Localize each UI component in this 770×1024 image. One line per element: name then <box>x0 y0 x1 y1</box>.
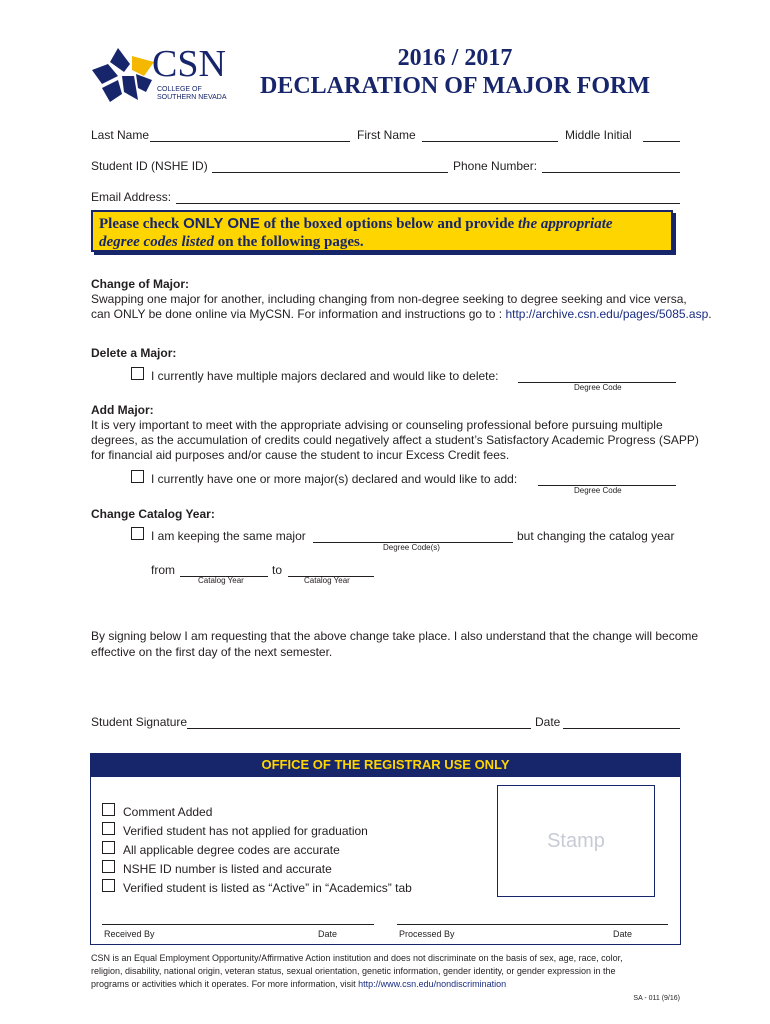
change-major-heading: Change of Major: <box>91 277 189 291</box>
received-by-line[interactable] <box>102 924 374 925</box>
change-major-line2 <box>91 307 712 322</box>
delete-major-option: I currently have multiple majors declared and would like to delete: <box>151 369 499 383</box>
received-date-label: Date <box>318 929 338 939</box>
change-major-period: . <box>708 307 712 321</box>
footer-line3-text: programs or activities which it operates. For more information, visit <box>91 979 359 989</box>
phone-label: Phone Number: <box>453 159 538 173</box>
change-major-line2-text: can ONLY be done online via MyCSN. For information and instructions go to : <box>91 307 506 321</box>
signature-date-field[interactable] <box>563 715 680 729</box>
delete-degree-code-field[interactable] <box>518 369 676 383</box>
catalog-degree-codes-caption: Degree Code(s) <box>383 543 440 552</box>
signature-date-label: Date <box>535 715 561 729</box>
check-student-active[interactable] <box>102 879 115 892</box>
check-degree-codes-accurate[interactable] <box>102 841 115 854</box>
catalog-to-year-field[interactable] <box>288 563 374 577</box>
catalog-from-year-caption: Catalog Year <box>198 576 244 585</box>
notice-only-one: ONLY ONE <box>183 215 260 232</box>
delete-degree-code-caption: Degree Code <box>574 383 622 392</box>
add-degree-code-caption: Degree Code <box>574 486 622 495</box>
notice-text-4: degree codes listed <box>99 234 214 250</box>
add-major-line1: It is very important to meet with the appropriate advising or counseling professional before pursuing multiple <box>91 418 663 432</box>
csn-logo-icon <box>88 44 160 106</box>
catalog-option-text-2: but changing the catalog year <box>517 529 675 543</box>
signing-line1: By signing below I am requesting that the above change take place. I also understand that the change will become <box>91 629 699 643</box>
change-major-line1: Swapping one major for another, including changing from non-degree seeking to degree seeking and vice versa, <box>91 292 687 306</box>
notice-text-5: on the following pages. <box>213 234 364 250</box>
add-major-heading: Add Major: <box>91 403 154 417</box>
nondiscrimination-link[interactable]: http://www.csn.edu/nondiscrimination <box>358 979 507 989</box>
check-comment-added[interactable] <box>102 803 115 816</box>
notice-text-2: of the boxed options below and provide <box>259 216 518 232</box>
student-id-label: Student ID (NSHE ID) <box>91 159 208 173</box>
add-major-option: I currently have one or more major(s) declared and would like to add: <box>151 472 518 486</box>
check-label-nshe-id-accurate: NSHE ID number is listed and accurate <box>123 862 332 876</box>
catalog-to-year-caption: Catalog Year <box>304 576 350 585</box>
signature-label: Student Signature <box>91 715 188 729</box>
notice-text-1: Please check <box>99 216 184 232</box>
phone-field[interactable] <box>542 159 680 173</box>
email-field[interactable] <box>176 190 680 204</box>
page-title: DECLARATION OF MAJOR FORM <box>260 73 650 99</box>
check-label-comment-added: Comment Added <box>123 805 213 819</box>
last-name-field[interactable] <box>150 128 350 142</box>
form-number: SA - 011 (9/16) <box>633 995 680 1002</box>
first-name-label: First Name <box>357 128 416 142</box>
add-degree-code-field[interactable] <box>538 472 676 486</box>
notice-box <box>91 210 673 252</box>
catalog-option-text: I am keeping the same major <box>151 529 306 543</box>
stamp-label: Stamp <box>547 830 605 852</box>
add-major-checkbox[interactable] <box>131 470 144 483</box>
middle-initial-label: Middle Initial <box>565 128 632 142</box>
add-major-line3: for financial aid purposes and/or cause the student to incur Excess Credit fees. <box>91 448 510 462</box>
processed-by-label: Processed By <box>399 929 455 939</box>
catalog-to-label: to <box>272 563 283 577</box>
footer-line2: religion, disability, national origin, veteran status, sexual orientation, genetic information, gender identity, or gender expression in the <box>91 966 616 976</box>
check-label-not-applied-graduation: Verified student has not applied for graduation <box>123 824 368 838</box>
student-id-field[interactable] <box>212 159 448 173</box>
delete-major-checkbox[interactable] <box>131 367 144 380</box>
middle-initial-field[interactable] <box>643 128 680 142</box>
mycsn-link[interactable]: http://archive.csn.edu/pages/5085.asp <box>505 307 709 321</box>
logo-sub-college: COLLEGE OF <box>157 86 202 93</box>
logo-text: CSN <box>152 43 226 85</box>
add-major-line2: degrees, as the accumulation of credits could negatively affect a student’s Satisfactory Academic Progress (SAPP) <box>91 433 699 447</box>
footer-line3 <box>91 979 506 990</box>
processed-date-label: Date <box>613 929 633 939</box>
logo-sub-nevada: SOUTHERN NEVADA <box>157 94 227 101</box>
processed-by-line[interactable] <box>397 924 668 925</box>
delete-major-heading: Delete a Major: <box>91 346 177 360</box>
signature-field[interactable] <box>187 715 531 729</box>
catalog-degree-codes-field[interactable] <box>313 529 513 543</box>
footer-line1: CSN is an Equal Employment Opportunity/Affirmative Action institution and does not discriminate on the basis of sex, age, race, color, <box>91 953 623 963</box>
catalog-heading: Change Catalog Year: <box>91 507 215 521</box>
catalog-checkbox[interactable] <box>131 527 144 540</box>
form-year: 2016 / 2017 <box>397 45 513 71</box>
received-by-label: Received By <box>104 929 155 939</box>
signing-line2: effective on the first day of the next semester. <box>91 645 333 659</box>
catalog-from-label: from <box>151 563 175 577</box>
check-nshe-id-accurate[interactable] <box>102 860 115 873</box>
first-name-field[interactable] <box>422 128 558 142</box>
registrar-title: OFFICE OF THE REGISTRAR USE ONLY <box>261 757 510 772</box>
check-label-degree-codes-accurate: All applicable degree codes are accurate <box>123 843 340 857</box>
notice-text-3: the appropriate <box>517 216 613 232</box>
email-label: Email Address: <box>91 190 172 204</box>
check-not-applied-graduation[interactable] <box>102 822 115 835</box>
last-name-label: Last Name <box>91 128 150 142</box>
catalog-from-year-field[interactable] <box>180 563 268 577</box>
check-label-student-active: Verified student is listed as “Active” in “Academics” tab <box>123 881 412 895</box>
